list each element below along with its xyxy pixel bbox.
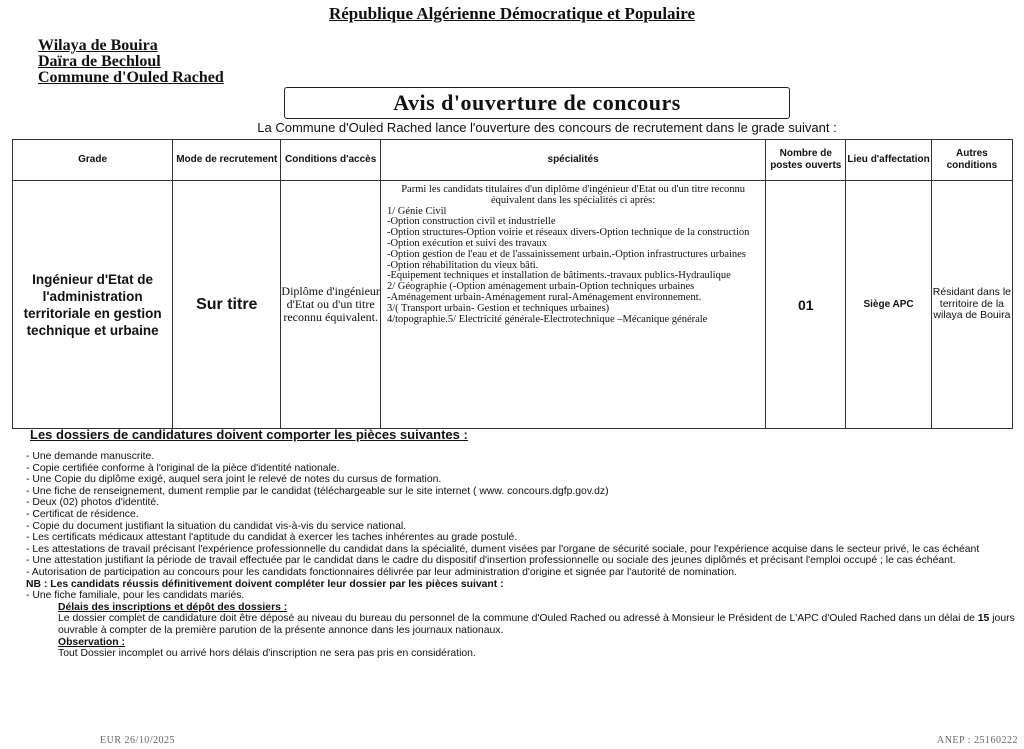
table-row [13, 181, 1013, 429]
spec-line: 2/ Géographie (-Option aménagement urbain-Option techniques urbaines [386, 281, 695, 293]
header-lieu: Lieu d'affectation [846, 140, 931, 181]
footer-right: ANEP : 25160222 [936, 735, 1018, 746]
delais-text-part: Le dossier complet de candidature doit être déposé au niveau du bureau du personnel de la commune d'Ouled Rached ou adressé à Monsieur le Président de L'APC d'Ouled Rached dans un délai de [58, 613, 978, 625]
delais-text-part: jours ouvrable à compter de la première parution de la présente annonce dans les journaux nationaux. [58, 613, 1015, 636]
delais-text [26, 613, 1020, 636]
daira-label: Daïra de Bechloul [38, 53, 161, 70]
dossiers-title: Les dossiers de candidatures doivent comporter les pièces suivantes : [30, 427, 468, 442]
cell-autres: Résidant dans le territoire de la wilaya de Bouira [931, 181, 1012, 429]
cell-mode: Sur titre [173, 181, 281, 429]
spec-line: -Equipement techniques et installation de bâtiments.-travaux publics-Hydraulique [386, 270, 731, 282]
spec-line: -Aménagement urbain-Aménagement rural-Aménagement environnement. [386, 291, 702, 303]
header-nombre: Nombre de postes ouverts [766, 140, 846, 181]
header-conditions: Conditions d'accès [281, 140, 381, 181]
page-title: Avis d'ouverture de concours [284, 87, 790, 119]
header-mode: Mode de recrutement [173, 140, 281, 181]
header-grade: Grade [13, 140, 173, 181]
spec-line: -Option structures-Option voirie et réseaux divers-Option technique de la construction [386, 227, 750, 239]
spec-lead: Parmi les candidats titulaires d'un diplôme d'ingénieur d'Etat ou d'un titre reconnu équivalent dans les spécialités ci après: [401, 184, 745, 206]
pieces-list [26, 451, 1020, 660]
observation-text: Tout Dossier incomplet ou arrivé hors délais d'inscription ne sera pas pris en considération. [58, 648, 476, 660]
spec-line: 4/topographie.5/ Electricité générale-Electrotechnique –Mécanique générale [386, 313, 708, 325]
list-item: - Certificat de résidence. [26, 508, 139, 520]
list-item: - Une attestation justifiant la période de travail effectuée par le candidat dans le cadre du dispositif d'insertion professionnelle ou sociale des jeunes diplômés et précisant l'emploi occupé ; le cas échéant. [26, 555, 956, 567]
list-item: - Deux (02) photos d'identité. [26, 497, 160, 509]
intro-text: La Commune d'Ouled Rached lance l'ouverture des concours de recrutement dans le grade suivant : [257, 120, 837, 135]
cell-grade: Ingénieur d'Etat de l'administration territoriale en gestion technique et urbaine [13, 181, 173, 429]
nb-note: NB : Les candidats réussis définitivement doivent compléter leur dossier par les pièces suivant : [26, 578, 504, 590]
footer-left: EUR 26/10/2025 [100, 735, 176, 746]
wilaya-label: Wilaya de Bouira [38, 37, 158, 54]
spec-line: 1/ Génie Civil [386, 205, 447, 217]
list-item: - Une demande manuscrite. [26, 451, 155, 462]
spec-line: -Option construction civil et industrielle [386, 216, 556, 228]
delais-days: 15 [977, 613, 990, 625]
spec-line: -Option gestion de l'eau et de l'assainissement urbain.-Option infrastructures urbaines [386, 248, 746, 260]
cell-nombre: 01 [766, 181, 846, 429]
spec-line: 3/( Transport urbain- Gestion et techniques urbaines) [386, 302, 610, 314]
list-item: - Autorisation de participation au concours pour les candidats fonctionnaires délivrée par leur administration d'origine et signée par l'autorité de nomination. [26, 566, 737, 578]
table-header-row [13, 140, 1013, 181]
list-item: - Une fiche de renseignement, dument remplie par le candidat (téléchargeable sur le site internet ( www. concours.dgfp.gov.dz) [26, 485, 609, 497]
cell-conditions: Diplôme d'ingénieur d'Etat ou d'un titre reconnu équivalent. [281, 181, 381, 429]
list-item: - Les certificats médicaux attestant l'aptitude du candidat à exercer les taches inhérentes au grade postulé. [26, 532, 518, 544]
cell-lieu: Siège APC [846, 181, 931, 429]
list-item: - Une Copie du diplôme exigé, auquel sera joint le relevé de notes du cursus de formation. [26, 474, 442, 486]
republic-header: République Algérienne Démocratique et Populaire [328, 4, 696, 23]
list-item: - Copie certifiée conforme à l'original de la pièce d'identité nationale. [26, 462, 340, 474]
header-autres: Autres conditions [931, 140, 1012, 181]
nb-item: - Une fiche familiale, pour les candidats mariés. [26, 590, 245, 602]
concours-table [12, 139, 1013, 429]
cell-specialites [380, 181, 765, 429]
commune-label: Commune d'Ouled Rached [38, 69, 224, 86]
list-item: - Copie du document justifiant la situation du candidat vis-à-vis du service national. [26, 520, 407, 532]
header-specialites: spécialités [380, 140, 765, 181]
observation-title: Observation : [58, 636, 125, 648]
list-item: - Les attestations de travail précisant l'expérience professionnelle du candidat dans la spécialité, dument visées par l'organe de sécurité sociale, pour l'expérience acquise dans le secteur privé, le cas échéant [26, 543, 980, 555]
spec-line: -Option réhabilitation du vieux bâti. [386, 259, 539, 271]
spec-line: -Option exécution et suivi des travaux [386, 237, 548, 249]
delais-title: Délais des inscriptions et dépôt des dossiers : [58, 601, 288, 613]
